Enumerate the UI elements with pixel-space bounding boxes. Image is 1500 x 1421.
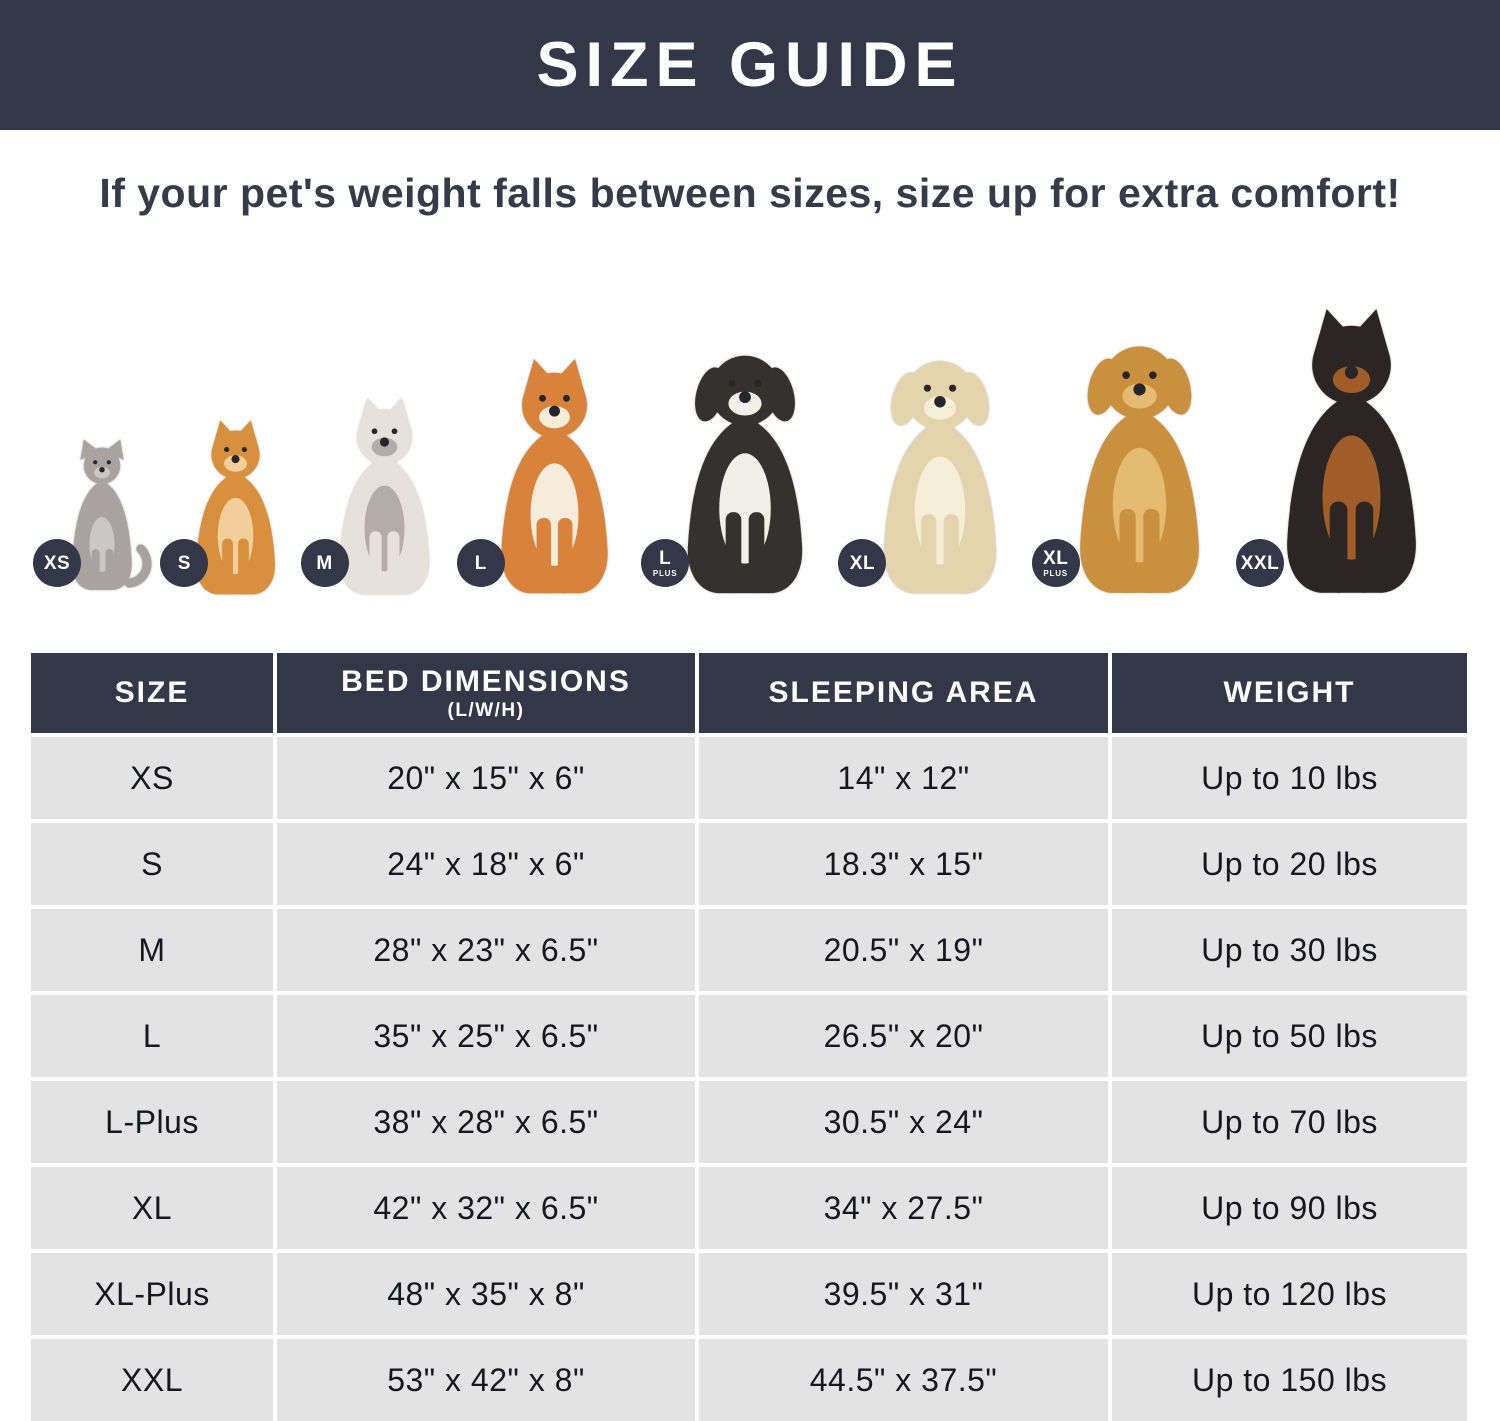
- cell-bed-l-plus: 38" x 28" x 6.5": [277, 1081, 695, 1163]
- page-title: SIZE GUIDE: [536, 30, 964, 100]
- size-badge-xs: [33, 539, 81, 587]
- cell-weight-xs: Up to 10 lbs: [1112, 737, 1467, 819]
- cell-bed-xl: 42" x 32" x 6.5": [277, 1167, 695, 1249]
- badge-sublabel: PLUS: [652, 568, 678, 578]
- badge-label: S: [177, 552, 191, 574]
- cell-sleep-xxl: 44.5" x 37.5": [699, 1339, 1108, 1421]
- title-bar: [0, 0, 1500, 130]
- cell-bed-xl-plus: 48" x 35" x 8": [277, 1253, 695, 1335]
- size-badge-l: [457, 539, 505, 587]
- cell-sleep-xs: 14" x 12": [699, 737, 1108, 819]
- header-sublabel-bed-dimensions: (L/W/H): [447, 699, 525, 721]
- cell-sleep-l-plus: 30.5" x 24": [699, 1081, 1108, 1163]
- cell-sleep-xl-plus: 39.5" x 31": [699, 1253, 1108, 1335]
- badge-sublabel: PLUS: [1043, 568, 1068, 578]
- badge-label: L: [659, 547, 672, 569]
- cell-bed-l: 35" x 25" x 6.5": [277, 995, 695, 1077]
- cell-size-m: M: [31, 909, 273, 991]
- header-label-size: SIZE: [114, 676, 190, 709]
- cell-sleep-m: 20.5" x 19": [699, 909, 1108, 991]
- size-badge-xl-plus: [1032, 539, 1080, 587]
- header-label-bed-dimensions: BED DIMENSIONS: [341, 664, 631, 698]
- size-badge-m: [301, 539, 349, 587]
- header-label-weight: WEIGHT: [1223, 676, 1356, 709]
- cell-sleep-l: 26.5" x 20": [699, 995, 1108, 1077]
- size-table: [31, 653, 1469, 1421]
- cell-bed-xxl: 53" x 42" x 8": [277, 1339, 695, 1421]
- pet-pomeranian: [172, 419, 299, 597]
- badge-label: XS: [43, 552, 71, 574]
- cell-size-xl: XL: [31, 1167, 273, 1249]
- badge-label: XL: [849, 552, 876, 574]
- cell-size-xs: XS: [31, 737, 273, 819]
- pet-border-collie: [653, 339, 837, 597]
- cell-bed-m: 28" x 23" x 6.5": [277, 909, 695, 991]
- cell-bed-s: 24" x 18" x 6": [277, 823, 695, 905]
- cell-weight-xxl: Up to 150 lbs: [1112, 1339, 1467, 1421]
- header-cell-size: [31, 653, 273, 733]
- cell-weight-l: Up to 50 lbs: [1112, 995, 1467, 1077]
- cell-weight-m: Up to 30 lbs: [1112, 909, 1467, 991]
- badge-label: M: [316, 552, 333, 574]
- badge-label: L: [474, 552, 487, 574]
- pet-golden-retriever: [1044, 329, 1235, 597]
- cell-sleep-xl: 34" x 27.5": [699, 1167, 1108, 1249]
- pet-labrador: [850, 345, 1030, 597]
- cell-size-s: S: [31, 823, 273, 905]
- pet-french-bulldog: [313, 397, 456, 597]
- cell-sleep-s: 18.3" x 15": [699, 823, 1108, 905]
- cell-weight-xl-plus: Up to 120 lbs: [1112, 1253, 1467, 1335]
- cell-weight-xl: Up to 90 lbs: [1112, 1167, 1467, 1249]
- size-badge-s: [160, 539, 208, 587]
- pet-gray-cat: [45, 437, 159, 597]
- cell-size-l: L: [31, 995, 273, 1077]
- header-label-sleeping-area: SLEEPING AREA: [768, 676, 1039, 709]
- badge-label: XXL: [1240, 552, 1280, 574]
- subtitle-text: If your pet's weight falls between sizes, size up for extra comfort!: [99, 170, 1401, 216]
- pet-doberman: [1240, 307, 1455, 597]
- header-cell-sleeping-area: [699, 653, 1108, 733]
- header-cell-bed-dimensions: [277, 653, 695, 733]
- badge-label: XL: [1043, 547, 1069, 569]
- pets-row: [0, 295, 1500, 597]
- cell-bed-xs: 20" x 15" x 6": [277, 737, 695, 819]
- cell-size-xxl: XXL: [31, 1339, 273, 1421]
- header-cell-weight: [1112, 653, 1467, 733]
- cell-size-l-plus: L-Plus: [31, 1081, 273, 1163]
- size-badge-l-plus: [641, 539, 689, 587]
- cell-weight-l-plus: Up to 70 lbs: [1112, 1081, 1467, 1163]
- pet-shiba-inu: [469, 357, 640, 597]
- cell-weight-s: Up to 20 lbs: [1112, 823, 1467, 905]
- size-badge-xxl: [1236, 539, 1284, 587]
- cell-size-xl-plus: XL-Plus: [31, 1253, 273, 1335]
